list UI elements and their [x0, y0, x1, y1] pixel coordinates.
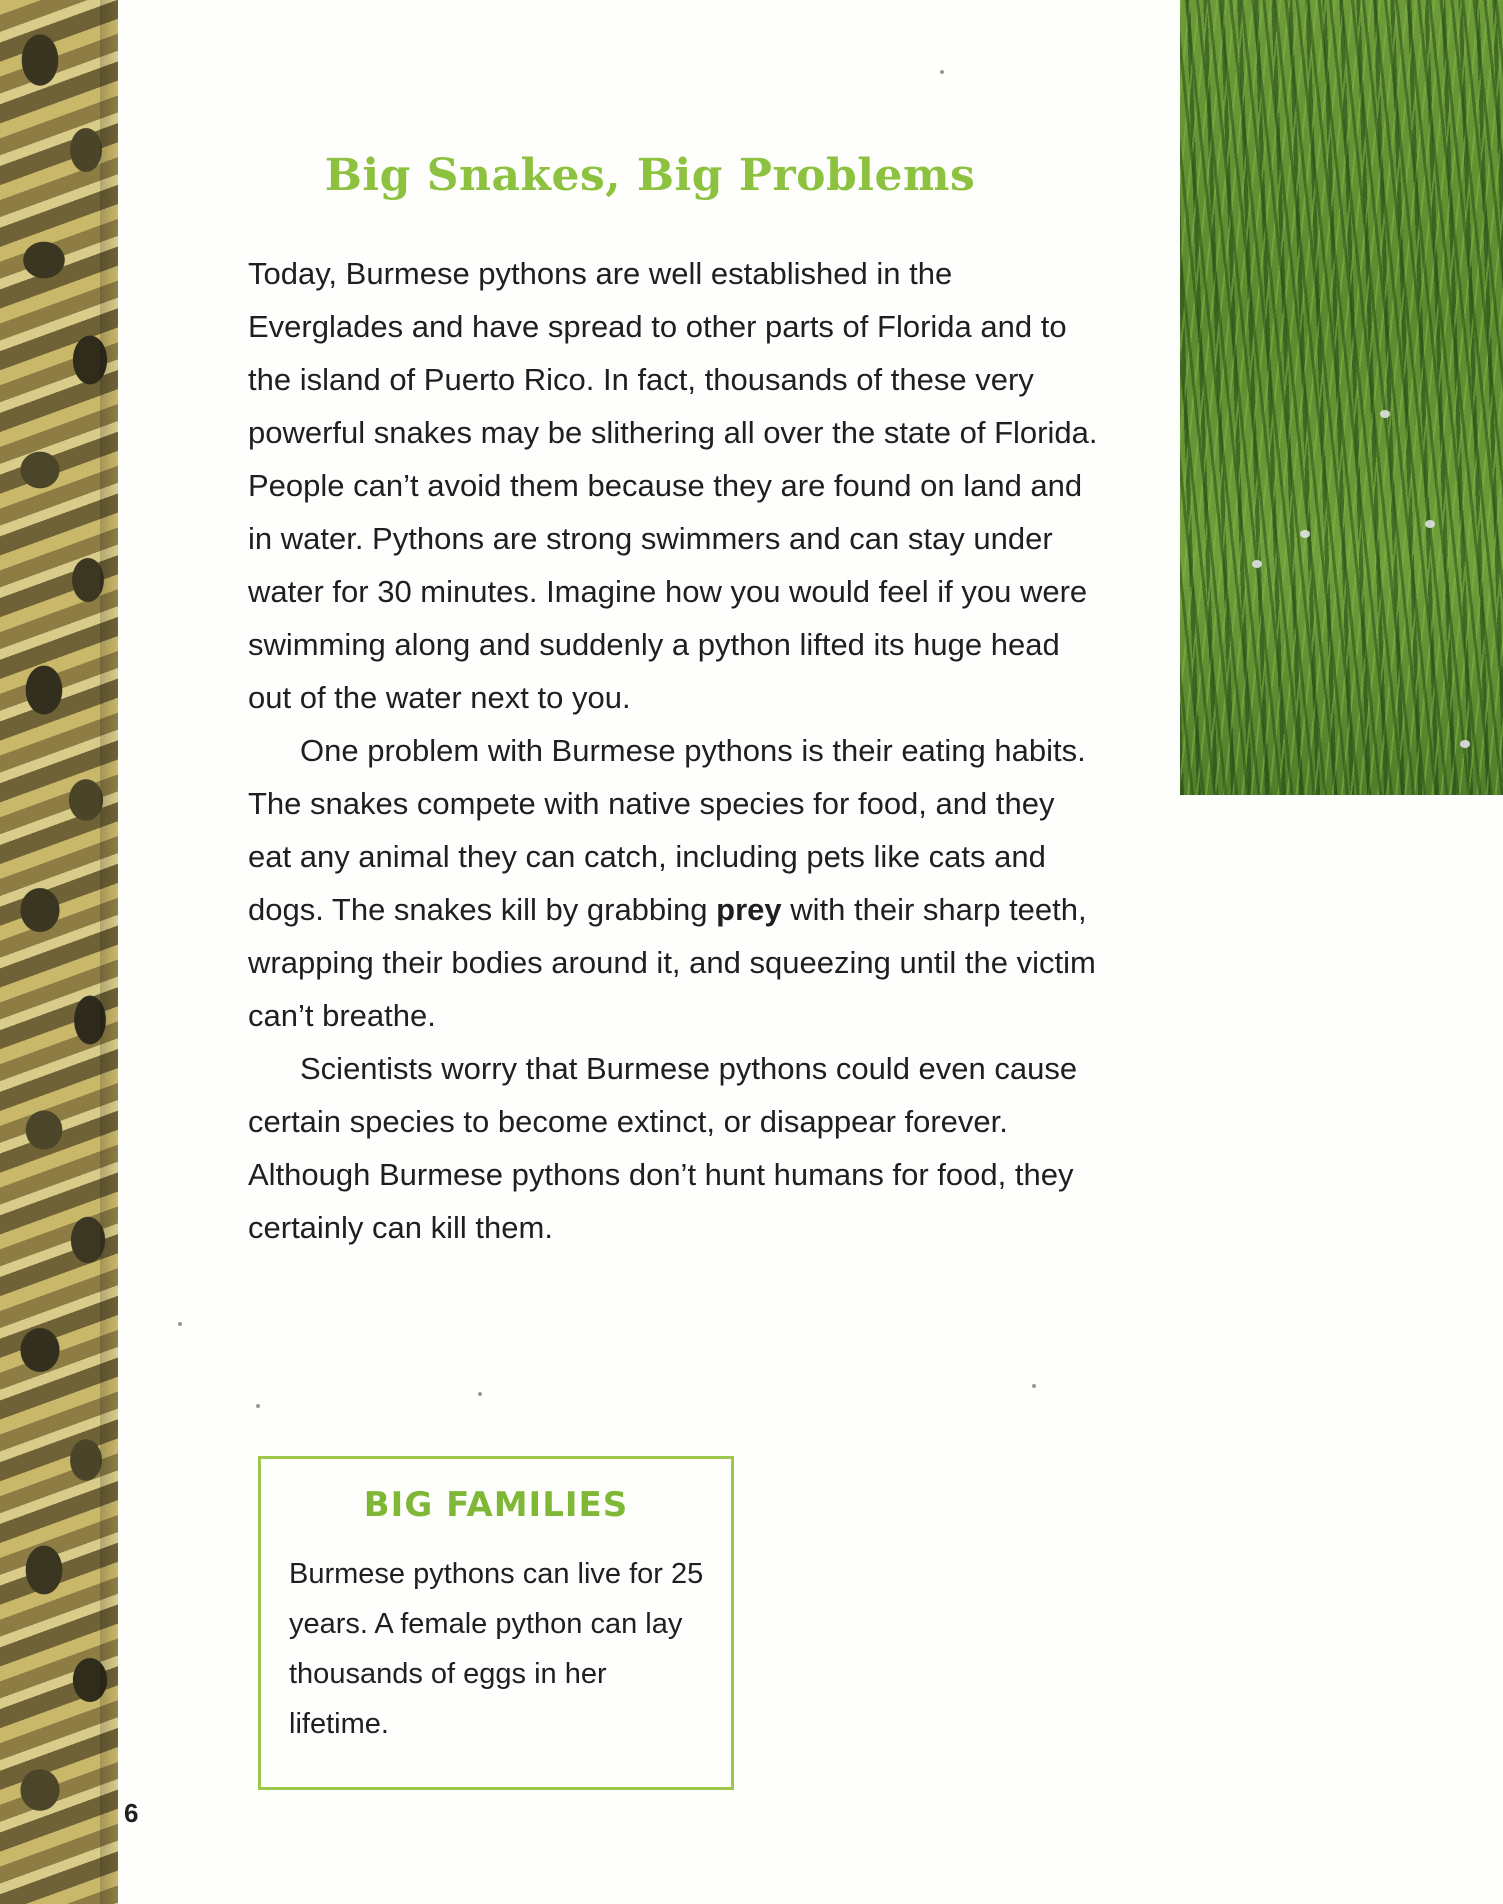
sidebar-text: Burmese pythons can live for 25 years. A female python can lay thousands of eggs in her lifetime.	[289, 1558, 704, 1740]
flower-dot	[1300, 530, 1310, 538]
print-speck	[1032, 1384, 1036, 1388]
paragraph-2-start: One problem with Burmese pythons is their eating habits. The snakes compete with native species for food, and they eat any animal they can catch, including pets like cats and dogs. The snakes kill by grabbing	[248, 733, 1086, 927]
print-speck	[940, 70, 944, 74]
page-heading: Big Snakes, Big Problems	[324, 150, 976, 201]
print-speck	[178, 1322, 182, 1326]
paragraph-2-end: with their sharp teeth, wrapping their bodies around it, and squeezing until the victim can’t breathe.	[248, 892, 1096, 1033]
flower-dot	[1460, 740, 1470, 748]
paragraph-2	[248, 724, 1098, 1042]
print-speck	[478, 1392, 482, 1396]
flower-dot	[1380, 410, 1390, 418]
paragraph-1: Today, Burmese pythons are well established in the Everglades and have spread to other parts of Florida and to the island of Puerto Rico. In fact, thousands of these very powerful snakes may be slithering all over the state of Florida. People can’t avoid them because they are found on land and in water. Pythons are strong swimmers and can stay under water for 30 minutes. Imagine how you would feel if you were swimming along and suddenly a python lifted its huge head out of the water next to you.	[248, 256, 1098, 715]
page-gutter-shadow	[100, 0, 118, 1904]
fact-sidebar-box	[258, 1456, 734, 1790]
flower-dot	[1425, 520, 1435, 528]
flower-dot	[1252, 560, 1262, 568]
print-speck	[256, 1404, 260, 1408]
marsh-grass-photo	[1180, 0, 1503, 795]
page-number: 6	[124, 1798, 139, 1828]
sidebar-title: BIG FAMILIES	[363, 1485, 629, 1525]
paragraph-3: Scientists worry that Burmese pythons could even cause certain species to become extinct, or disappear forever. Although Burmese pythons don’t hunt humans for food, they certainly can kill them.	[248, 1051, 1078, 1245]
body-text	[248, 247, 1098, 1254]
glossary-term-prey: prey	[716, 892, 782, 927]
